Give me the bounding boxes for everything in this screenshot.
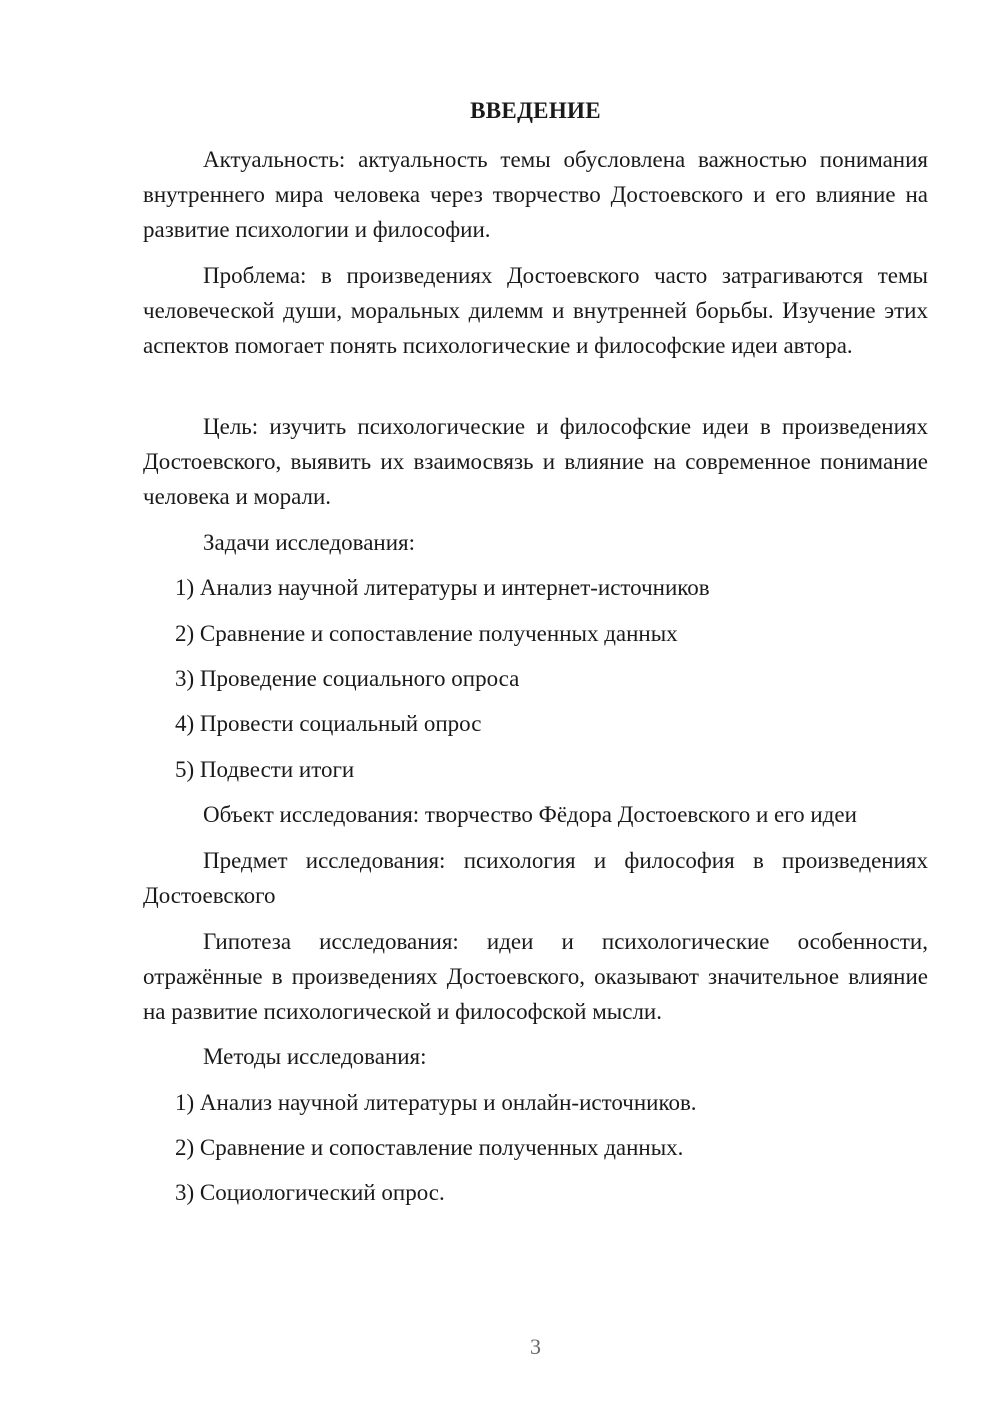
object-paragraph: Объект исследования: творчество Фёдора Достоевского и его идеи	[203, 802, 857, 827]
method-item: 2) Сравнение и сопоставление полученных данных.	[175, 1135, 684, 1160]
problem-paragraph: Проблема: в произведениях Достоевского часто затрагиваются темы человеческой души, моральных дилемм и внутренней борьбы. Изучение этих аспектов помогает понять психологические и философские идеи автора.	[143, 263, 928, 358]
tasks-heading: Задачи исследования:	[203, 530, 416, 555]
task-item: 3) Проведение социального опроса	[175, 666, 520, 691]
goal-paragraph: Цель: изучить психологические и философские идеи в произведениях Достоевского, выявить их взаимосвязь и влияние на современное понимание человека и морали.	[143, 414, 928, 509]
page-number: 3	[530, 1334, 541, 1359]
document-page	[143, 0, 928, 1414]
relevance-paragraph: Актуальность: актуальность темы обусловлена важностью понимания внутреннего мира человека через творчество Достоевского и его влияние на развитие психологии и философии.	[143, 147, 928, 242]
task-item: 4) Провести социальный опрос	[175, 711, 482, 736]
hypothesis-paragraph: Гипотеза исследования: идеи и психологические особенности, отражённые в произведениях Достоевского, оказывают значительное влияние на развитие психологической и философской мысли.	[143, 929, 928, 1024]
task-item: 1) Анализ научной литературы и интернет-источников	[175, 575, 710, 600]
task-item: 2) Сравнение и сопоставление полученных данных	[175, 621, 678, 646]
method-item: 1) Анализ научной литературы и онлайн-источников.	[175, 1090, 697, 1115]
method-item: 3) Социологический опрос.	[175, 1180, 445, 1205]
task-item: 5) Подвести итоги	[175, 757, 355, 782]
section-title: ВВЕДЕНИЕ	[470, 98, 601, 123]
subject-paragraph: Предмет исследования: психология и философия в произведениях Достоевского	[143, 848, 928, 908]
methods-heading: Методы исследования:	[203, 1044, 427, 1069]
